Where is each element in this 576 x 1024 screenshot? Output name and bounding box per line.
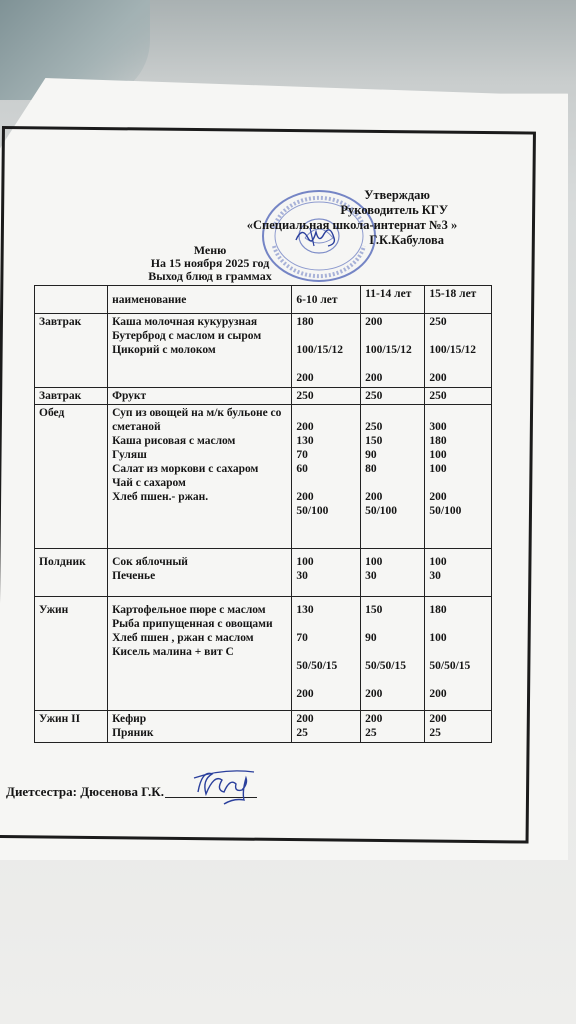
director-signature bbox=[292, 224, 342, 250]
dish-item: Чай с сахаром bbox=[112, 477, 186, 490]
approval-block bbox=[232, 188, 472, 248]
portion-cell-6-10 bbox=[292, 597, 361, 710]
dish-item: Хлеб пшен.- ржан. bbox=[112, 491, 209, 504]
portion-value: 200 bbox=[429, 491, 447, 504]
approval-line-1: Утверждаю bbox=[364, 188, 430, 202]
approval-line-2: Руководитель КГУ bbox=[340, 203, 448, 217]
dish-item: Бутерброд с маслом и сыром bbox=[112, 330, 262, 343]
dish-item: Цикорий с молоком bbox=[112, 344, 216, 357]
meal-name: Ужин bbox=[35, 597, 108, 710]
dish-item: Кефир bbox=[112, 712, 147, 725]
portion-value: 70 bbox=[296, 449, 308, 462]
portion-value: 25 bbox=[365, 726, 377, 739]
dish-list bbox=[108, 314, 292, 388]
portion-value: 250 bbox=[361, 388, 425, 405]
portion-value: 90 bbox=[365, 449, 377, 462]
portion-value: 250 bbox=[429, 316, 447, 329]
portion-value: 100 bbox=[429, 555, 447, 568]
portion-value: 100/15/12 bbox=[429, 344, 477, 357]
portion-cell-15-18 bbox=[425, 314, 492, 388]
menu-subtitle: Выход блюд в граммах bbox=[148, 269, 272, 283]
portion-value: 100 bbox=[429, 463, 447, 476]
portion-value: 300 bbox=[429, 421, 447, 434]
portion-value: 25 bbox=[429, 726, 441, 739]
portion-value: 200 bbox=[296, 491, 314, 504]
portion-value: 50/50/15 bbox=[365, 660, 406, 673]
dish-item: Суп из овощей на м/к бульоне со сметаной bbox=[112, 407, 282, 434]
menu-title-block bbox=[130, 244, 290, 283]
portion-value: 80 bbox=[365, 463, 377, 476]
dish-item: Кисель малина + вит С bbox=[112, 646, 234, 659]
portion-value: 100 bbox=[296, 555, 314, 568]
meal-name: Ужин II bbox=[35, 710, 108, 742]
table-row bbox=[35, 597, 492, 710]
portion-value: 50/50/15 bbox=[429, 660, 471, 673]
portion-value: 100/15/12 bbox=[365, 344, 412, 357]
table-row bbox=[35, 388, 492, 405]
meal-name: Завтрак bbox=[35, 314, 108, 388]
header-cell-empty bbox=[35, 286, 108, 314]
header-cell-age-15-18: 15-18 лет bbox=[425, 286, 492, 314]
dish-item: Каша молочная кукурузная bbox=[112, 316, 258, 329]
meal-name: Полдник bbox=[35, 548, 108, 597]
dish-item: Пряник bbox=[112, 726, 154, 739]
portion-value: 250 bbox=[292, 388, 361, 405]
portion-cell-11-14 bbox=[361, 710, 425, 742]
portion-value: 150 bbox=[365, 604, 383, 617]
portion-cell-15-18 bbox=[425, 597, 492, 710]
portion-value: 100 bbox=[429, 632, 447, 645]
portion-value: 200 bbox=[365, 491, 383, 504]
portion-value: 150 bbox=[365, 435, 383, 448]
portion-value: 200 bbox=[365, 372, 383, 385]
portion-value: 200 bbox=[296, 688, 314, 701]
portion-value: 100/15/12 bbox=[296, 344, 344, 357]
portion-value: 50/100 bbox=[296, 505, 329, 518]
portion-value: 200 bbox=[429, 372, 447, 385]
portion-value: 60 bbox=[296, 463, 308, 476]
portion-value: 30 bbox=[429, 569, 441, 582]
dish-list bbox=[108, 597, 292, 710]
portion-value: 180 bbox=[429, 604, 447, 617]
portion-cell-6-10 bbox=[292, 710, 361, 742]
portion-value: 200 bbox=[296, 712, 314, 725]
header-cell-age-11-14: 11-14 лет bbox=[361, 286, 425, 314]
dietitian-signature bbox=[190, 762, 262, 812]
dish-item: Хлеб пшен , ржан с маслом bbox=[112, 632, 254, 645]
menu-title: Меню bbox=[193, 243, 227, 257]
portion-cell-11-14 bbox=[361, 405, 425, 549]
portion-value: 30 bbox=[296, 569, 308, 582]
portion-cell-15-18 bbox=[425, 710, 492, 742]
approval-line-3: «Специальная школа-интернат №3 » bbox=[246, 218, 458, 232]
portion-value: 50/100 bbox=[429, 505, 462, 518]
dish-item: Фрукт bbox=[108, 388, 292, 405]
portion-cell-6-10 bbox=[292, 405, 361, 549]
table-header-row bbox=[35, 286, 492, 314]
dish-list bbox=[108, 710, 292, 742]
header-cell-age-6-10: 6-10 лет bbox=[292, 286, 361, 314]
portion-value: 250 bbox=[365, 421, 383, 434]
portion-cell-11-14 bbox=[361, 314, 425, 388]
dish-list bbox=[108, 405, 292, 549]
portion-value: 200 bbox=[365, 688, 383, 701]
portion-value: 130 bbox=[296, 604, 314, 617]
table-row bbox=[35, 314, 492, 388]
portion-value: 200 bbox=[296, 372, 314, 385]
header-cell-name: наименование bbox=[108, 286, 292, 314]
portion-value: 90 bbox=[365, 632, 377, 645]
dish-item: Картофельное пюре с маслом bbox=[112, 604, 266, 617]
portion-value: 200 bbox=[365, 712, 383, 725]
portion-value: 30 bbox=[365, 569, 377, 582]
approval-line-4: Г.К.Кабулова bbox=[369, 233, 444, 247]
portion-value: 70 bbox=[296, 632, 308, 645]
menu-table bbox=[34, 285, 492, 743]
portion-value: 180 bbox=[429, 435, 447, 448]
portion-value: 250 bbox=[425, 388, 492, 405]
portion-value: 200 bbox=[365, 316, 383, 329]
meal-name: Обед bbox=[35, 405, 108, 549]
dish-item: Салат из моркови с сахаром bbox=[112, 463, 259, 476]
dietitian-label: Диетсестра: Дюсенова Г.К. bbox=[6, 784, 164, 799]
portion-value: 200 bbox=[296, 421, 314, 434]
dish-item: Каша рисовая с маслом bbox=[112, 435, 236, 448]
portion-cell-6-10 bbox=[292, 314, 361, 388]
dish-item: Печенье bbox=[112, 569, 156, 582]
dish-list bbox=[108, 548, 292, 597]
dish-item: Рыба припущенная с овощами bbox=[112, 618, 273, 631]
table-row bbox=[35, 548, 492, 597]
dish-item: Гуляш bbox=[112, 449, 147, 462]
meal-name: Завтрак bbox=[35, 388, 108, 405]
portion-cell-11-14 bbox=[361, 548, 425, 597]
portion-value: 100 bbox=[429, 449, 447, 462]
portion-value: 25 bbox=[296, 726, 308, 739]
portion-cell-11-14 bbox=[361, 597, 425, 710]
menu-date: На 15 ноября 2025 год bbox=[150, 256, 270, 270]
portion-value: 200 bbox=[429, 712, 447, 725]
portion-value: 180 bbox=[296, 316, 314, 329]
table-row bbox=[35, 405, 492, 549]
table-row bbox=[35, 710, 492, 742]
portion-cell-15-18 bbox=[425, 405, 492, 549]
portion-value: 50/100 bbox=[365, 505, 398, 518]
portion-value: 130 bbox=[296, 435, 314, 448]
portion-value: 100 bbox=[365, 555, 383, 568]
portion-value: 50/50/15 bbox=[296, 660, 338, 673]
portion-cell-6-10 bbox=[292, 548, 361, 597]
portion-value: 200 bbox=[429, 688, 447, 701]
portion-cell-15-18 bbox=[425, 548, 492, 597]
dish-item: Сок яблочный bbox=[112, 555, 188, 568]
